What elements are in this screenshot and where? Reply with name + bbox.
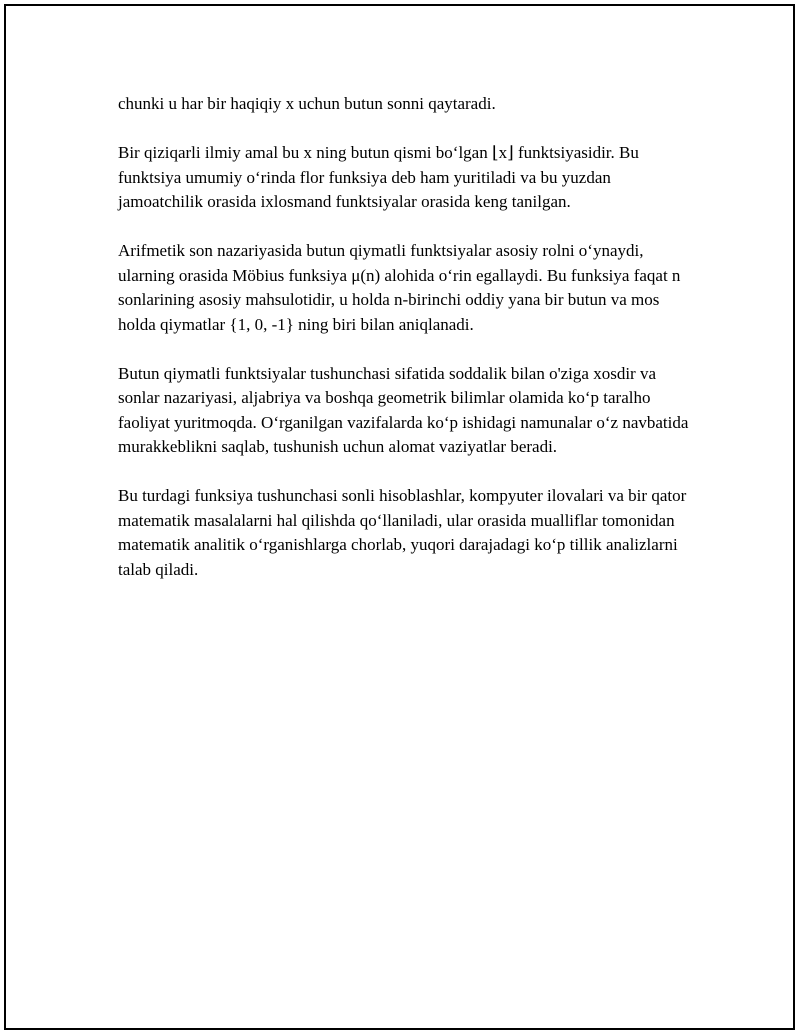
- paragraph-4: Butun qiymatli funktsiyalar tushunchasi sifatida soddalik bilan o'ziga xosdir va sonlar nazariyasi, aljabriya va boshqa geometrik bilimlar olamida ko‘p taralho faoliyat yuritmoqda. O‘rganilgan vazifalarda ko‘p ishidagi namunalar o‘z navbatida murakkeblikni saqlab, tushunish uchun alomat vaziyatlar beradi.: [118, 363, 689, 456]
- paragraph-1: chunki u har bir haqiqiy x uchun butun sonni qaytaradi.: [118, 94, 496, 113]
- paragraph-5: Bu turdagi funksiya tushunchasi sonli hisoblashlar, kompyuter ilovalari va bir qator matematik masalalarni hal qilishda qo‘llaniladi, ular orasida mualliflar tomonidan matematik analitik o‘rganishlarga chorlab, yuqori darajadagi ko‘p tillik analizlarni talab qiladi.: [118, 486, 687, 579]
- paragraph-2: Bir qiziqarli ilmiy amal bu x ning butun qismi bo‘lgan ⌊x⌋ funktsiyasidir. Bu funktsiya umumiy o‘rinda flor funksiya deb ham yuritiladi va bu yuzdan jamoatchilik orasida ixlosmand funktsiyalar orasida keng tanilgan.: [118, 143, 639, 211]
- document-body: [118, 92, 698, 607]
- paragraph-3: Arifmetik son nazariyasida butun qiymatli funktsiyalar asosiy rolni o‘ynaydi, ularning orasida Möbius funksiya μ(n) alohida o‘rin egallaydi. Bu funksiya faqat n sonlarining asosiy mahsulotidir, u holda n-birinchi oddiy yana bir butun va mos holda qiymatlar {1, 0, -1} ning biri bilan aniqlanadi.: [118, 241, 681, 334]
